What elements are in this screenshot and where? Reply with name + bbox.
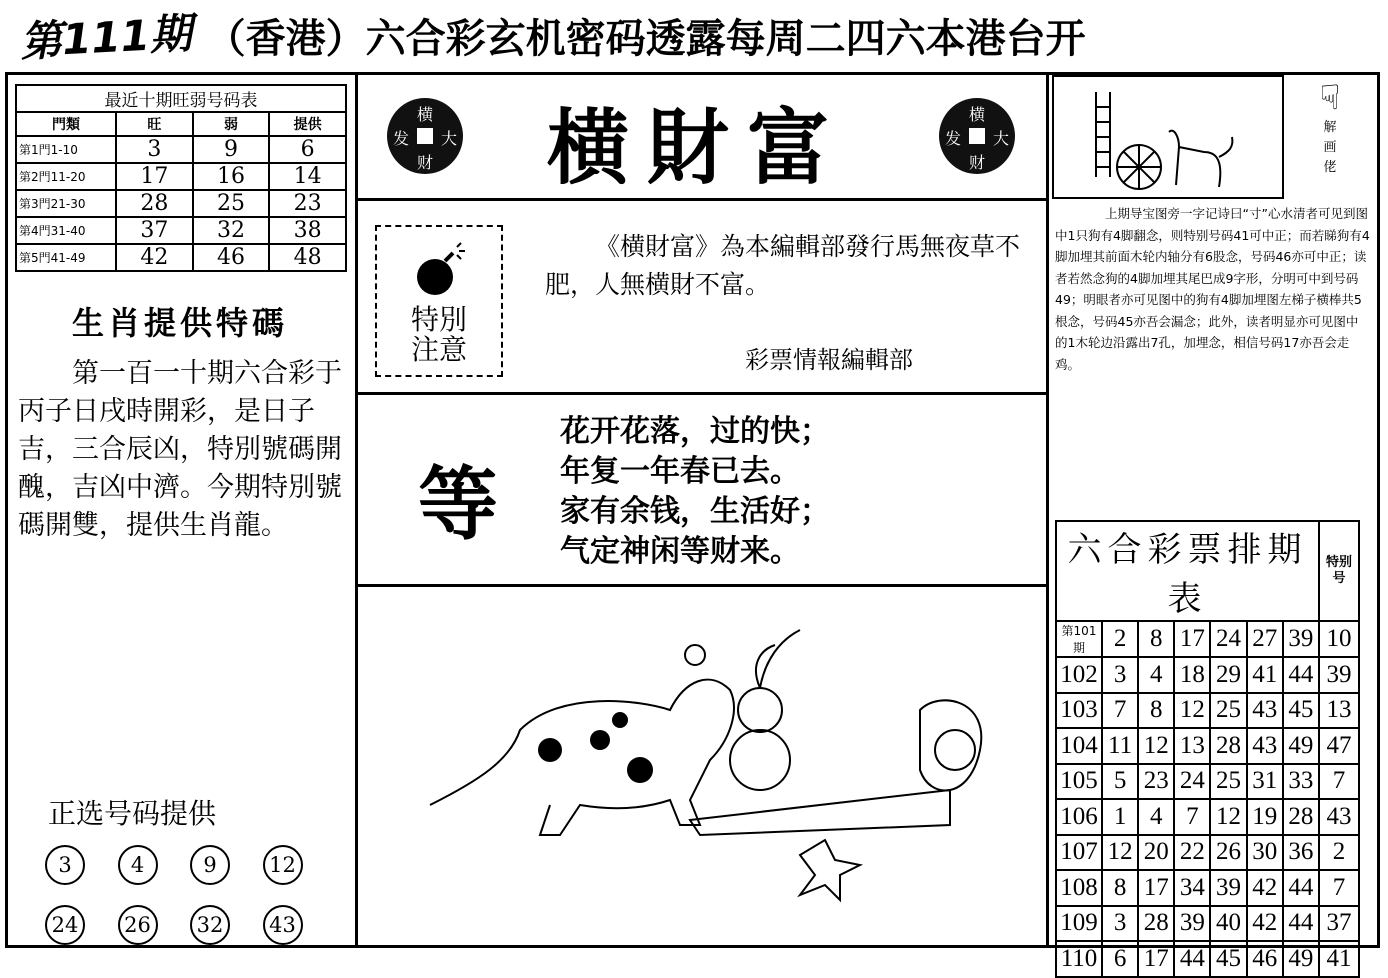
coin-char: 大: [993, 129, 1010, 148]
cell: 28: [116, 190, 193, 217]
cell: 8: [1138, 621, 1174, 657]
pick-ball: 4: [118, 845, 158, 885]
special-cell: 41: [1319, 941, 1359, 977]
issue-cell: 105: [1056, 764, 1102, 800]
row-label: 第3門21-30: [16, 190, 116, 217]
divider: [355, 75, 358, 947]
row-label: 第1門1-10: [16, 136, 116, 163]
special-cell: 10: [1319, 621, 1359, 657]
hint-char: 解: [1323, 120, 1337, 135]
cell: 6: [1102, 941, 1138, 977]
special-header: 特别号: [1319, 521, 1359, 621]
pick-ball: 3: [45, 845, 85, 885]
cell: 4: [1138, 657, 1174, 693]
coin-hole: [969, 128, 985, 144]
table-row: [1056, 657, 1359, 693]
issue-cell: 103: [1056, 693, 1102, 729]
cell: 9: [193, 136, 270, 163]
cell: 37: [116, 217, 193, 244]
cell: 5: [1102, 764, 1138, 800]
divider: [357, 392, 1046, 395]
ladder-wheel-dog-illustration: [1054, 77, 1282, 197]
col-header: 門類: [16, 112, 116, 136]
cell: 40: [1210, 906, 1246, 942]
picks-balls: [45, 845, 335, 945]
cell: 13: [1174, 728, 1210, 764]
table-row: [16, 217, 346, 244]
cell: 12: [1138, 728, 1174, 764]
coin-char: 财: [969, 153, 986, 172]
cell: 3: [1102, 657, 1138, 693]
table-row: [1056, 764, 1359, 800]
coin-hole: [417, 128, 433, 144]
masthead-title: 横財富: [546, 100, 847, 196]
cell: 11: [1102, 728, 1138, 764]
table-row: [16, 244, 346, 271]
cell: 44: [1283, 906, 1319, 942]
masthead: [357, 75, 1045, 200]
special-cell: 39: [1319, 657, 1359, 693]
hot-cold-table: [15, 84, 347, 272]
table-row: [1056, 870, 1359, 906]
cell: 25: [193, 190, 270, 217]
picks-heading: 正选号码提供: [48, 797, 217, 830]
notice-box: [375, 225, 503, 377]
coin-char: 发: [945, 129, 962, 148]
issue-number: 第111期: [18, 8, 193, 67]
cell: 2: [1102, 621, 1138, 657]
cell: 4: [1138, 799, 1174, 835]
cell: 16: [193, 163, 270, 190]
notice-label: 特別注意: [410, 303, 467, 366]
notice-text: 《横財富》為本編輯部發行馬無夜草不肥，人無横財不富。: [545, 232, 1021, 299]
cell: 23: [269, 190, 346, 217]
cell: 29: [1210, 657, 1246, 693]
row-label: 第4門31-40: [16, 217, 116, 244]
cell: 48: [269, 244, 346, 271]
bomb-icon: [409, 241, 469, 301]
cell: 25: [1210, 693, 1246, 729]
special-cell: 13: [1319, 693, 1359, 729]
cell: 26: [1210, 835, 1246, 871]
cell: 49: [1283, 728, 1319, 764]
cell: 6: [269, 136, 346, 163]
pick-ball: 9: [190, 845, 230, 885]
poem-line: 年复一年春已去。: [560, 454, 800, 489]
cell: 7: [1174, 799, 1210, 835]
cell: 20: [1138, 835, 1174, 871]
cell: 12: [1102, 835, 1138, 871]
zodiac-text: 第一百一十期六合彩于丙子日戌時開彩，是日子吉，三合辰凶，特別號碼開醜，吉凶中濟。今期特別號碼開雙，提供生肖龍。: [18, 358, 342, 541]
cell: 22: [1174, 835, 1210, 871]
banner: [20, 0, 1380, 70]
cell: 17: [1138, 941, 1174, 977]
cell: 3: [116, 136, 193, 163]
poem-line: 花开花落，过的快；: [560, 414, 830, 449]
cell: 36: [1283, 835, 1319, 871]
cell: 27: [1247, 621, 1283, 657]
cell: 44: [1174, 941, 1210, 977]
issue-cell: 107: [1056, 835, 1102, 871]
cell: 46: [1247, 941, 1283, 977]
cell: 42: [116, 244, 193, 271]
draw-schedule-table: [1055, 520, 1360, 978]
poem-line: 气定神闲等财来。: [560, 534, 800, 569]
table-row: [1056, 621, 1359, 657]
table-row: [1056, 693, 1359, 729]
table-row: [16, 163, 346, 190]
cell: 8: [1138, 693, 1174, 729]
hint-char: 佬: [1323, 160, 1337, 175]
cell: 45: [1210, 941, 1246, 977]
special-cell: 2: [1319, 835, 1359, 871]
special-cell: 37: [1319, 906, 1359, 942]
poem-line: 家有余钱，生活好；: [560, 494, 830, 529]
pick-ball: 12: [263, 845, 303, 885]
cell: 31: [1247, 764, 1283, 800]
cell: 44: [1283, 657, 1319, 693]
cell: 24: [1210, 621, 1246, 657]
row-label: 第2門11-20: [16, 163, 116, 190]
divider: [357, 584, 1046, 587]
cell: 28: [1283, 799, 1319, 835]
table-row: [1056, 941, 1359, 977]
cell: 23: [1138, 764, 1174, 800]
cell: 12: [1174, 693, 1210, 729]
issue-cell: 106: [1056, 799, 1102, 835]
pick-ball: 26: [118, 905, 158, 945]
cell: 18: [1174, 657, 1210, 693]
cell: 32: [193, 217, 270, 244]
pointing-hand-icon: ☟: [1319, 78, 1341, 118]
coin-char: 发: [393, 129, 410, 148]
cat-gourd-illustration: [420, 610, 1020, 910]
issue-cell: 110: [1056, 941, 1102, 977]
cell: 1: [1102, 799, 1138, 835]
coin-icon: [939, 98, 1015, 174]
table-caption: 最近十期旺弱号码表: [16, 85, 346, 112]
cell: 38: [269, 217, 346, 244]
cell: 30: [1247, 835, 1283, 871]
notice-signature: 彩票情報編輯部: [745, 346, 913, 374]
col-header: 旺: [116, 112, 193, 136]
issue-cell: 104: [1056, 728, 1102, 764]
special-cell: 43: [1319, 799, 1359, 835]
cell: 3: [1102, 906, 1138, 942]
cell: 33: [1283, 764, 1319, 800]
cell: 19: [1247, 799, 1283, 835]
cell: 39: [1283, 621, 1319, 657]
cell: 24: [1174, 764, 1210, 800]
pick-ball: 24: [45, 905, 85, 945]
coin-char: 大: [441, 129, 458, 148]
cell: 14: [269, 163, 346, 190]
cell: 34: [1174, 870, 1210, 906]
hint-char: 画: [1323, 140, 1337, 155]
col-header: 弱: [193, 112, 270, 136]
cell: 49: [1283, 941, 1319, 977]
pick-ball: 43: [263, 905, 303, 945]
cell: 45: [1283, 693, 1319, 729]
special-cell: 7: [1319, 870, 1359, 906]
cell: 43: [1247, 728, 1283, 764]
big-character: 等: [418, 458, 498, 551]
banner-title: （香港）六合彩玄机密码透露每周二四六本港台开: [205, 15, 1086, 62]
cell: 39: [1174, 906, 1210, 942]
cell: 39: [1210, 870, 1246, 906]
cell: 7: [1102, 693, 1138, 729]
table-row: [16, 190, 346, 217]
issue-cell: 108: [1056, 870, 1102, 906]
cell: 17: [1138, 870, 1174, 906]
cell: 17: [1174, 621, 1210, 657]
cell: 17: [116, 163, 193, 190]
row-label: 第5門41-49: [16, 244, 116, 271]
coin-char: 财: [417, 153, 434, 172]
special-cell: 7: [1319, 764, 1359, 800]
cell: 42: [1247, 906, 1283, 942]
table-title: 六合彩票排期表: [1056, 521, 1319, 621]
table-row: [1056, 906, 1359, 942]
issue-cell: 第101期: [1056, 621, 1102, 657]
poem: [560, 412, 830, 572]
coin-icon: [387, 98, 463, 174]
special-cell: 47: [1319, 728, 1359, 764]
issue-cell: 109: [1056, 906, 1102, 942]
cell: 25: [1210, 764, 1246, 800]
puzzle-picture: [1052, 75, 1284, 199]
cell: 8: [1102, 870, 1138, 906]
cell: 41: [1247, 657, 1283, 693]
zodiac-heading: 生肖提供特碼: [71, 304, 288, 342]
cell: 43: [1247, 693, 1283, 729]
table-row: [1056, 728, 1359, 764]
issue-cell: 102: [1056, 657, 1102, 693]
table-row: [16, 136, 346, 163]
clue-text: 上期导宝图旁一字记诗曰“寸”心水清者可见到图中1只狗有4脚翻念，则特别号码41可中正；而若睇狗有4脚加埋其前面木轮内轴分有6股念，号码46亦可中正；读者若然念狗的4脚加埋其尾巴成9字形，分明可中到号码49；明眼者亦可见图中的狗有4脚加埋图左梯子横棒共5根念，号码45亦吾会漏念；此外，读者明显亦可见图中的1木轮边沿露出7孔，加埋念，相信号码17亦吾会走鸡。: [1055, 206, 1370, 372]
coin-char: 横: [969, 105, 986, 124]
table-row: [1056, 835, 1359, 871]
cell: 44: [1283, 870, 1319, 906]
hint: [1300, 78, 1360, 178]
divider: [1046, 75, 1049, 947]
cell: 28: [1210, 728, 1246, 764]
coin-char: 横: [417, 105, 434, 124]
cell: 12: [1210, 799, 1246, 835]
pick-ball: 32: [190, 905, 230, 945]
col-header: 提供: [269, 112, 346, 136]
cell: 46: [193, 244, 270, 271]
table-row: [1056, 799, 1359, 835]
cell: 42: [1247, 870, 1283, 906]
cell: 28: [1138, 906, 1174, 942]
